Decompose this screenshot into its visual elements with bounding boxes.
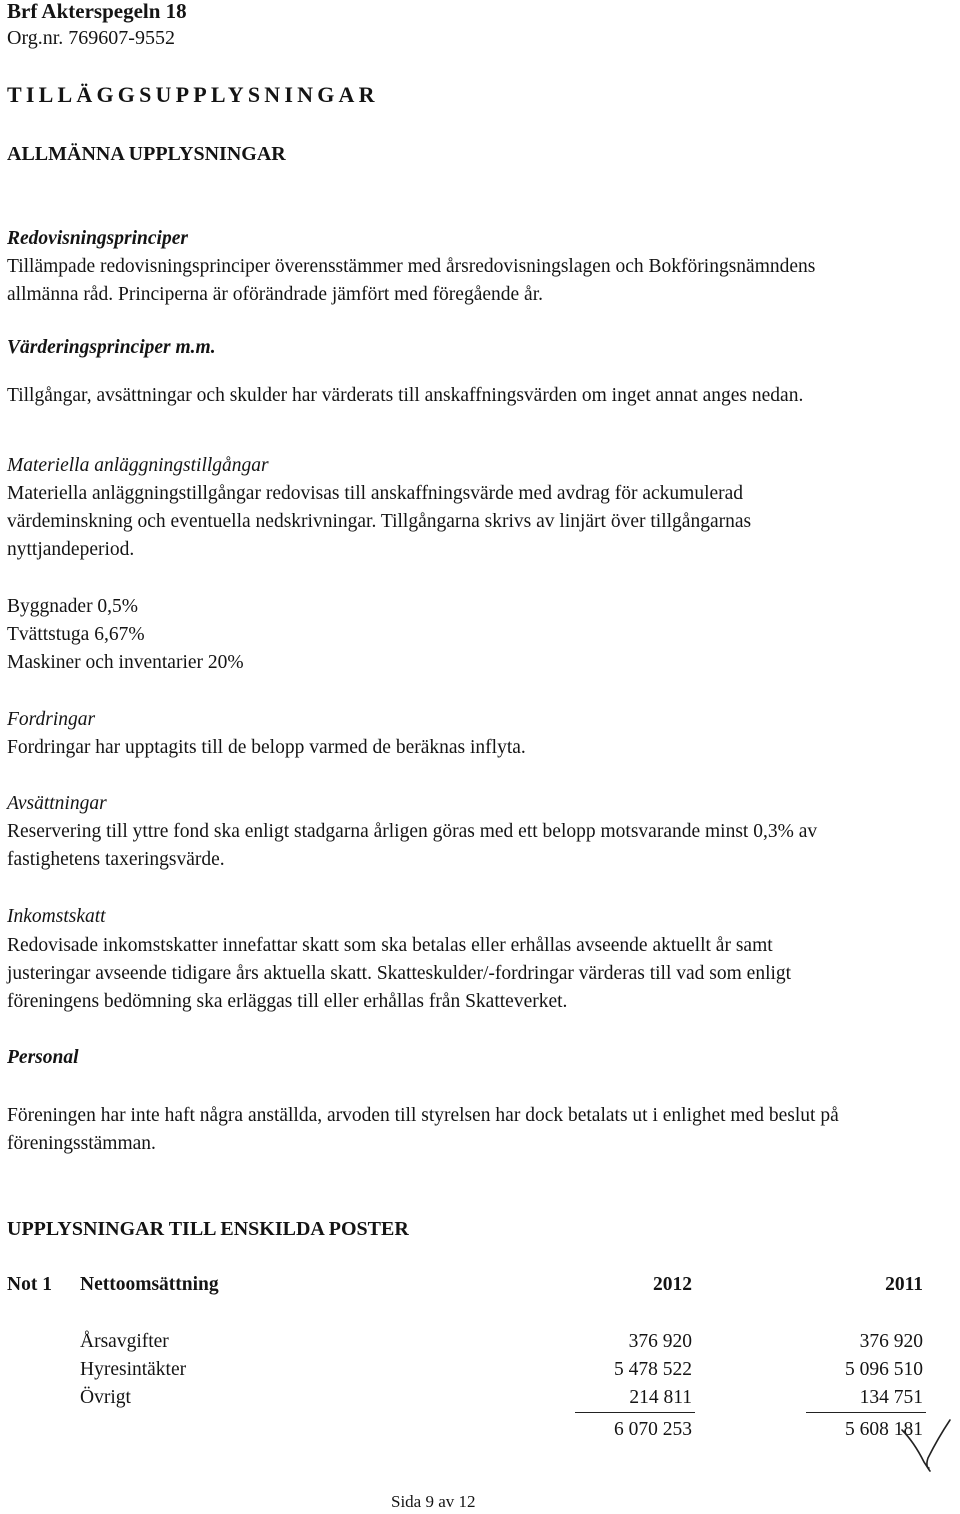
page-number: Sida 9 av 12 [391, 1492, 476, 1511]
materiella-text-line-2: värdeminskning och eventuella nedskrivningar. Tillgångarna skrivs av linjärt över tillgångarnas [7, 511, 752, 532]
row-value-2012-arsavgifter: 376 920 [628, 1331, 692, 1352]
sum-rule-2012 [575, 1412, 695, 1413]
heading-avsattningar: Avsättningar [7, 793, 107, 814]
section-heading-items: UPPLYSNINGAR TILL ENSKILDA POSTER [7, 1218, 409, 1240]
heading-redovisningsprinciper: Redovisningsprinciper [7, 228, 188, 249]
sum-rule-2011 [806, 1412, 926, 1413]
column-header-2012: 2012 [653, 1274, 692, 1295]
inkomstskatt-text-line-2: justeringar avseende tidigare års aktuella skatt. Skatteskulder/-fordringar värderas till vad som enligt [7, 963, 792, 984]
redovisning-text-line-2: allmänna råd. Principerna är oförändrade jämfört med föregående år. [7, 284, 543, 305]
section-heading-general: ALLMÄNNA UPPLYSNINGAR [7, 143, 286, 165]
fordringar-text: Fordringar har upptagits till de belopp varmed de beräknas inflyta. [7, 737, 526, 758]
heading-personal: Personal [7, 1047, 79, 1068]
personal-text-line-2: föreningsstämman. [7, 1133, 156, 1154]
note-title: Nettoomsättning [80, 1274, 219, 1295]
row-value-2011-hyresintakter: 5 096 510 [845, 1359, 923, 1380]
row-value-2012-ovrigt: 214 811 [629, 1387, 692, 1408]
avsattningar-text-line-2: fastighetens taxeringsvärde. [7, 849, 225, 870]
organization-number: Org.nr. 769607-9552 [7, 27, 175, 49]
inkomstskatt-text-line-1: Redovisade inkomstskatter innefattar skatt som ska betalas eller erhållas avseende aktuellt år samt [7, 935, 773, 956]
row-value-2012-hyresintakter: 5 478 522 [614, 1359, 692, 1380]
row-value-2011-ovrigt: 134 751 [859, 1387, 923, 1408]
redovisning-text-line-1: Tillämpade redovisningsprinciper överensstämmer med årsredovisningslagen och Bokföringsnämndens [7, 256, 816, 277]
rate-maskiner: Maskiner och inventarier 20% [7, 652, 244, 673]
row-label-ovrigt: Övrigt [80, 1387, 131, 1408]
organization-name: Brf Akterspegeln 18 [7, 0, 187, 23]
vardering-text: Tillgångar, avsättningar och skulder har värderats till anskaffningsvärden om inget annat anges nedan. [7, 385, 804, 406]
note-label: Not 1 [7, 1274, 52, 1295]
row-label-arsavgifter: Årsavgifter [80, 1331, 169, 1352]
avsattningar-text-line-1: Reservering till yttre fond ska enligt stadgarna årligen göras med ett belopp motsvarande minst 0,3% av [7, 821, 818, 842]
materiella-text-line-3: nyttjandeperiod. [7, 539, 135, 560]
total-2011: 5 608 181 [845, 1419, 923, 1440]
rate-byggnader: Byggnader 0,5% [7, 596, 139, 617]
inkomstskatt-text-line-3: föreningens bedömning ska erläggas till eller erhållas från Skatteverket. [7, 991, 568, 1012]
rate-tvattstuga: Tvättstuga 6,67% [7, 624, 145, 645]
heading-materiella-anlaggningstillgangar: Materiella anläggningstillgångar [7, 455, 269, 476]
personal-text-line-1: Föreningen har inte haft några anställda, arvoden till styrelsen har dock betalats ut i enlighet med beslut på [7, 1105, 839, 1126]
row-value-2011-arsavgifter: 376 920 [859, 1331, 923, 1352]
heading-varderingsprinciper: Värderingsprinciper m.m. [7, 337, 216, 358]
column-header-2011: 2011 [885, 1274, 923, 1295]
total-2012: 6 070 253 [614, 1419, 692, 1440]
handwritten-check-mark [898, 1418, 958, 1474]
materiella-text-line-1: Materiella anläggningstillgångar redovisas till anskaffningsvärde med avdrag för ackumulerad [7, 483, 744, 504]
row-label-hyresintakter: Hyresintäkter [80, 1359, 187, 1380]
page-title: TILLÄGGSUPPLYSNINGAR [7, 82, 379, 107]
heading-inkomstskatt: Inkomstskatt [7, 906, 106, 927]
heading-fordringar: Fordringar [7, 709, 96, 730]
